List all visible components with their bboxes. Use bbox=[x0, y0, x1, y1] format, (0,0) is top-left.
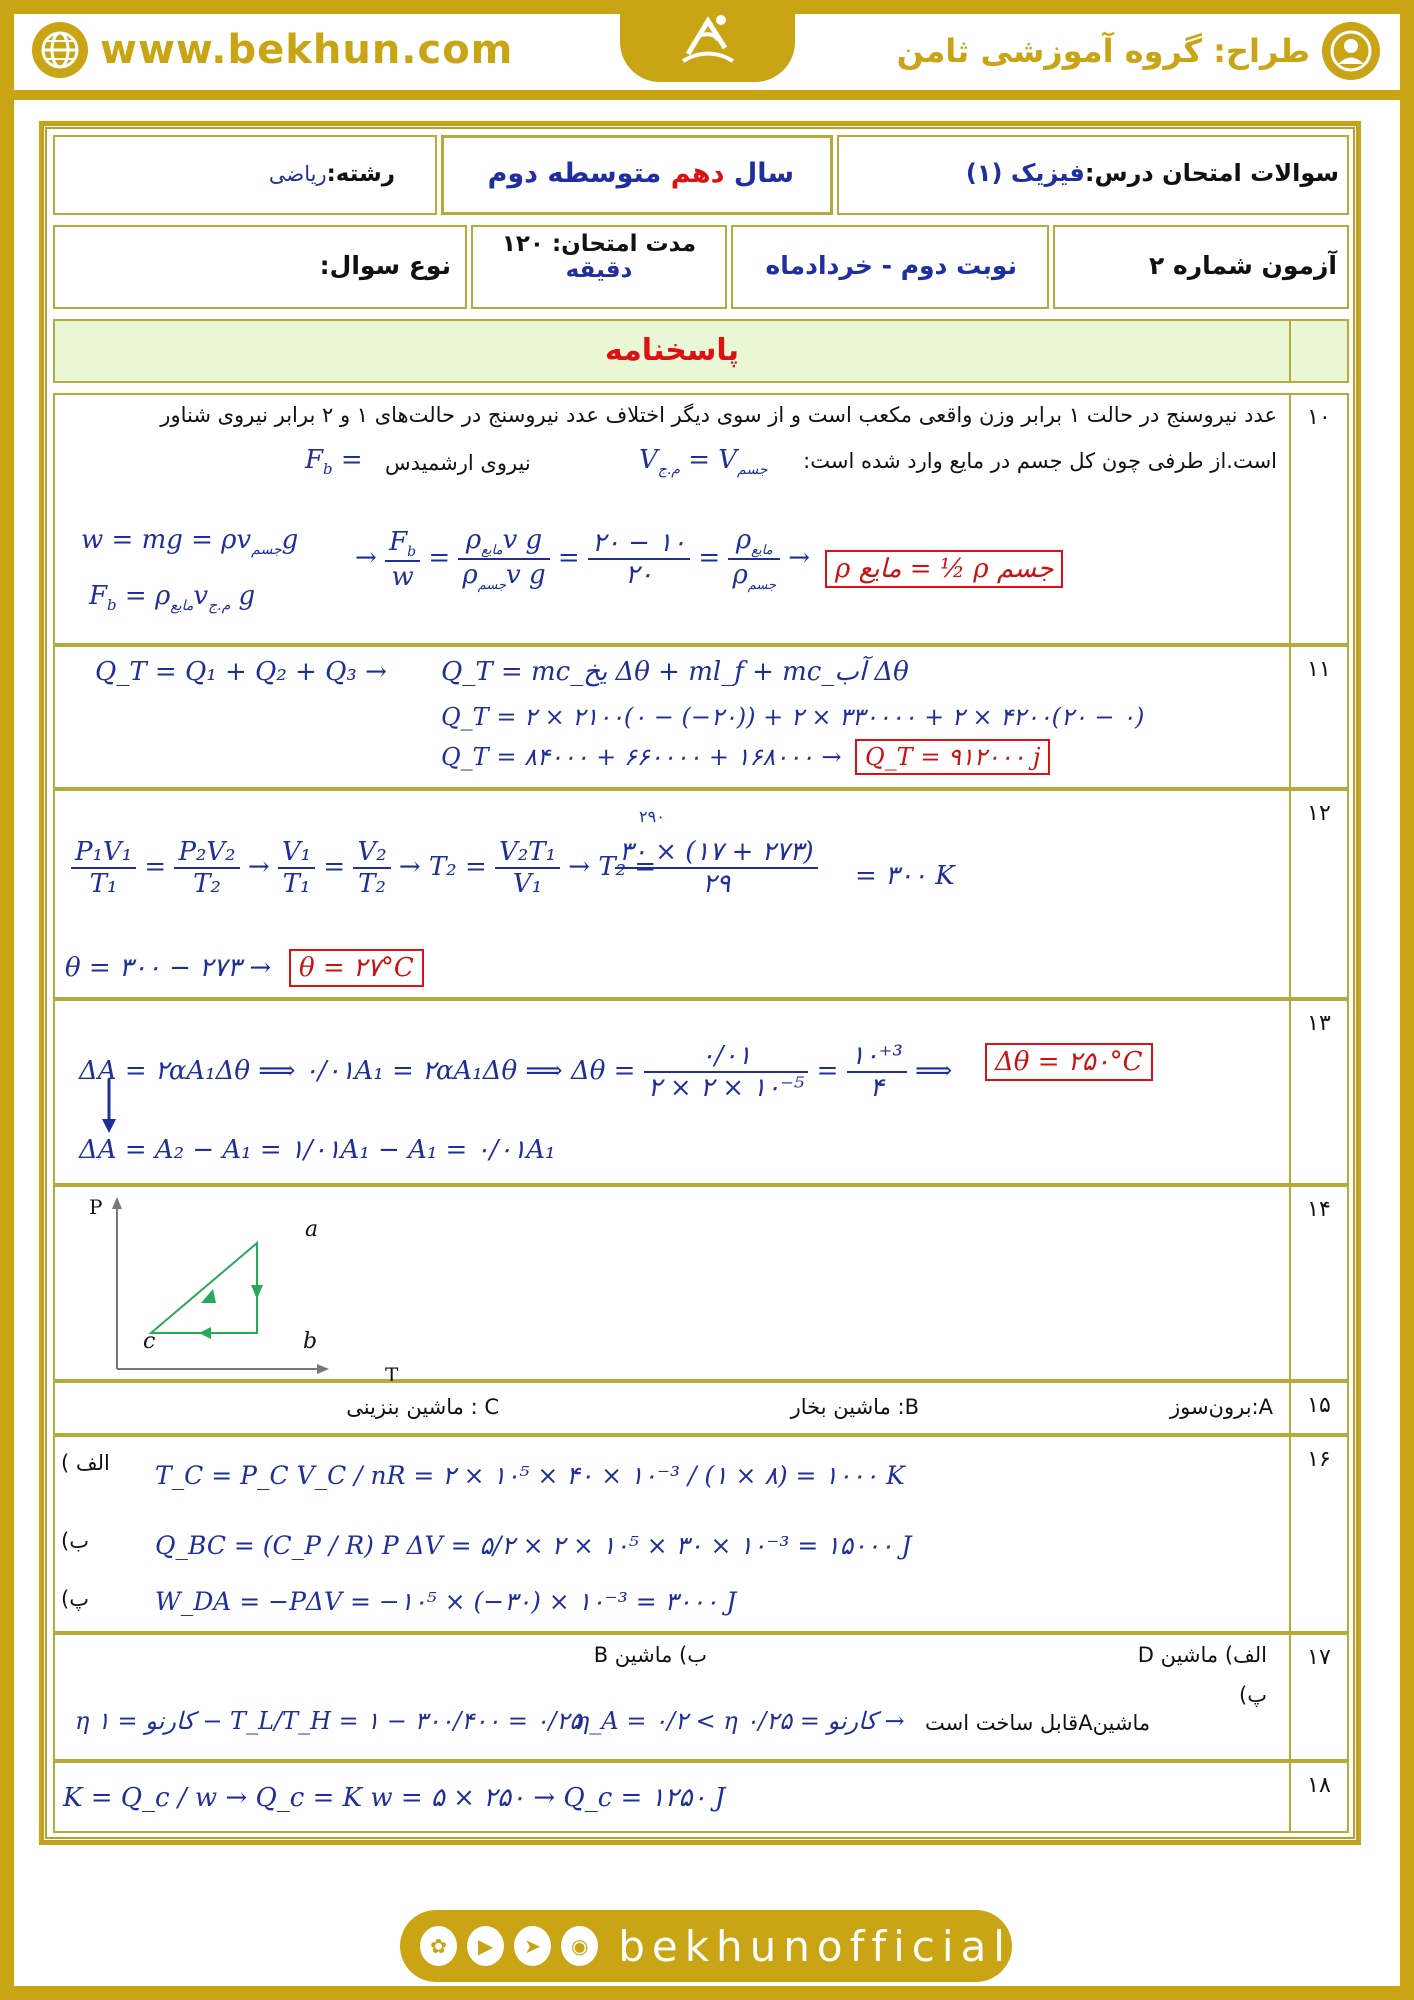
grade-pre: سال bbox=[733, 158, 794, 189]
q10-weight: w = mg = $\rho v_{جسم}g$ bbox=[81, 525, 299, 559]
point-c: c bbox=[143, 1329, 156, 1354]
title-num-cell bbox=[1289, 321, 1347, 381]
question-number: ۱۳ bbox=[1289, 1001, 1347, 1183]
q16-pe: پ) bbox=[61, 1587, 89, 1611]
term-cell bbox=[731, 225, 1049, 309]
term-value: نوبت دوم - خردادماه bbox=[765, 251, 1017, 280]
q17-pe: پ) bbox=[1239, 1683, 1267, 1707]
answer-title-bar bbox=[53, 319, 1349, 383]
brand-logo-icon bbox=[620, 0, 795, 82]
question-number: ۱۵ bbox=[1289, 1383, 1347, 1433]
q16-line-2: Q_BC = (C_P / R) P ΔV = ۵/۲ × ۲ × ۱۰⁵ × ۳۰ × ۱۰⁻³ = ۱۵۰۰۰ J bbox=[155, 1531, 912, 1560]
q13-equation: ΔA = ۲αA₁Δθ ⟹ ۰/۰۱A₁ = ۲αA₁Δθ ⟹ Δθ = $\frac{۰/۰۱}{\text{۲ × ۲ × ۱۰⁻⁵}}$ = $\frac{\text{۱۰⁺³}}{۴}$ ⟹ bbox=[79, 1041, 953, 1103]
q11-result: Q_T = ۹۱۲۰۰۰ j bbox=[855, 739, 1050, 775]
designer-credit bbox=[897, 22, 1380, 80]
q10-text-1: عدد نیروسنج در حالت ۱ برابر وزن واقعی مکعب است و از سوی دیگر اختلاف عدد نیروسنج در حالت‌های ۱ و ۲ برابر نیروی شناور bbox=[160, 403, 1277, 427]
question-11 bbox=[53, 645, 1349, 789]
social-handle[interactable]: bekhunofficial bbox=[618, 1921, 1012, 1971]
q11-sum: Q_T = Q₁ + Q₂ + Q₃ → bbox=[95, 657, 387, 687]
q16-be: ب) bbox=[61, 1529, 89, 1553]
q10-text-2: است.از طرفی چون کل جسم در مایع وارد شده است: bbox=[803, 449, 1277, 473]
point-a: a bbox=[305, 1217, 319, 1242]
question-number: ۱۴ bbox=[1289, 1187, 1347, 1379]
reels-icon[interactable]: ✿ bbox=[420, 1926, 457, 1966]
question-type: نوع سوال: bbox=[319, 251, 451, 280]
q17-carnot: η کارنو = ۱ − T_L/T_H = ۱ − ۳۰۰/۴۰۰ = ۰/۲۵ bbox=[75, 1707, 583, 1735]
q16-line-3: W_DA = −PΔV = −۱۰⁵ × (−۳۰) × ۱۰⁻³ = ۳۰۰۰ J bbox=[155, 1587, 737, 1616]
q12-theta: θ = ۳۰۰ − ۲۷۳ → bbox=[65, 953, 272, 983]
q17-compare: η_A = ۰/۲ < η کارنو = ۰/۲۵ → bbox=[575, 1707, 905, 1735]
q10-fb: $F_b$ = bbox=[305, 445, 363, 479]
subject-cell bbox=[837, 135, 1349, 215]
q15-c: C : ماشین بنزینی bbox=[346, 1395, 499, 1419]
instagram-icon[interactable]: ◉ bbox=[561, 1926, 598, 1966]
footer-social-bar bbox=[400, 1910, 1012, 1982]
q13-result: Δθ = ۲۵۰°C bbox=[985, 1043, 1153, 1081]
duration-cell bbox=[471, 225, 727, 309]
q12-fraction: $\frac{۳۰ \times (۱۷ + ۲۷۳)}{۲۹}$ bbox=[615, 837, 818, 899]
q10-ratio: → $\frac{F_b}{w}$ = $\frac{\rho_{مایع}v g}{\rho_{جسم}v g}$ = $\frac{۲۰ - ۱۰}{۲۰}$ = $\frac{\rho_{مایع}}{\rho_{جسم}}$ → bbox=[355, 525, 811, 594]
field-value: ریاضی bbox=[268, 162, 327, 186]
question-number: ۱۷ bbox=[1289, 1635, 1347, 1759]
duration-label: مدت امتحان: ۱۲۰ bbox=[501, 231, 697, 257]
question-15 bbox=[53, 1381, 1349, 1435]
answer-title: پاسخنامه bbox=[605, 333, 739, 368]
q17-alef: الف) ماشین D bbox=[1137, 1643, 1267, 1667]
question-17 bbox=[53, 1633, 1349, 1761]
question-12 bbox=[53, 789, 1349, 999]
q13-delta-a: ΔA = A₂ − A₁ = ۱/۰۱A₁ − A₁ = ۰/۰۱A₁ bbox=[79, 1135, 556, 1165]
grade-red: دهم bbox=[670, 158, 725, 189]
axis-p-label: P bbox=[89, 1195, 103, 1219]
q12-brace-value: ۲۹۰ bbox=[639, 807, 665, 826]
q12-result-k: = ۳۰۰ K bbox=[855, 861, 955, 891]
field-cell bbox=[53, 135, 437, 215]
question-18 bbox=[53, 1761, 1349, 1833]
q16-line-1: T_C = P_C V_C / nR = ۲ × ۱۰⁵ × ۴۰ × ۱۰⁻³ / (۱ × ۸) = ۱۰۰۰ K bbox=[155, 1461, 905, 1490]
duration-unit: دقیقه bbox=[565, 257, 633, 283]
qtype-cell bbox=[53, 225, 467, 309]
question-14 bbox=[53, 1185, 1349, 1387]
q10-buoyant: $F_b = \rho_{مایع}v_{م.ج}$ g bbox=[89, 581, 256, 615]
user-icon bbox=[1322, 22, 1380, 80]
q10-archimedes: نیروی ارشمیدس bbox=[385, 451, 531, 475]
youtube-icon[interactable]: ▶ bbox=[467, 1926, 504, 1966]
down-arrow-icon bbox=[99, 1079, 119, 1135]
website-url[interactable]: www.bekhun.com bbox=[100, 27, 514, 73]
path-arrow-icon bbox=[199, 1327, 211, 1339]
field-label: رشته: bbox=[326, 161, 395, 187]
q17-be: ب) ماشین B bbox=[593, 1643, 707, 1667]
q15-b: B: ماشین بخار bbox=[790, 1395, 919, 1419]
q17-conclusion: ماشینAقابل ساخت است bbox=[925, 1711, 1151, 1735]
subject-label: سوالات امتحان درس: bbox=[1084, 159, 1339, 187]
question-number: ۱۶ bbox=[1289, 1437, 1347, 1631]
subject-value: فیزیک (۱) bbox=[965, 159, 1085, 187]
q12-gas-law: $\frac{\text{P₁V₁}}{\text{T₁}}$ = $\frac{\text{P₂V₂}}{\text{T₂}}$ → $\frac{\text{V₁}}{\text{T₁}}$ = $\frac{\text{V₂}}{\text{T₂}}$ → T₂ = $\frac{\text{V₂T₁}}{\text{V₁}}$ → T₂ = bbox=[71, 837, 656, 899]
question-13 bbox=[53, 999, 1349, 1185]
question-number: ۱۱ bbox=[1289, 647, 1347, 787]
pv-diagram bbox=[81, 1193, 381, 1379]
grade-post: متوسطه دوم bbox=[487, 158, 662, 189]
q11-substitution: Q_T = ۲ × ۲۱۰۰(۰ − (−۲۰)) + ۲ × ۳۳۰۰۰۰ + ۲ × ۴۲۰۰(۲۰ − ۰) bbox=[441, 703, 1145, 731]
question-number: ۱۲ bbox=[1289, 791, 1347, 997]
path-arrow-icon bbox=[201, 1289, 216, 1303]
question-number: ۱۰ bbox=[1289, 395, 1347, 643]
test-cell bbox=[1053, 225, 1349, 309]
designer-text: طراح: گروه آموزشی ثامن bbox=[896, 32, 1310, 70]
q11-values: Q_T = ۸۴۰۰۰ + ۶۶۰۰۰۰ + ۱۶۸۰۰۰ → bbox=[441, 743, 842, 771]
website[interactable] bbox=[32, 22, 513, 78]
question-number: ۱۸ bbox=[1289, 1763, 1347, 1831]
q15-a: A:برون‌سوز bbox=[1169, 1395, 1273, 1419]
telegram-icon[interactable]: ➤ bbox=[514, 1926, 551, 1966]
q18-equation: K = Q_c / w → Q_c = K w = ۵ × ۲۵۰ → Q_c = ۱۲۵۰ J bbox=[63, 1783, 726, 1813]
q12-result: θ = ۲۷°C bbox=[289, 949, 424, 987]
globe-icon bbox=[32, 22, 88, 78]
question-10 bbox=[53, 393, 1349, 645]
grade-cell bbox=[441, 135, 833, 215]
axis-t-label: T bbox=[385, 1363, 399, 1387]
q16-alef: الف ) bbox=[61, 1451, 110, 1475]
answer-sheet bbox=[42, 124, 1358, 1842]
question-16 bbox=[53, 1435, 1349, 1633]
q10-volume-eq: $V_{م.ج} = V_{جسم}$ bbox=[639, 445, 768, 479]
path-arrow-icon bbox=[251, 1285, 263, 1299]
point-b: b bbox=[303, 1329, 318, 1354]
q11-formula: Q_T = mc_یخ Δθ + ml_f + mc_آب Δθ bbox=[441, 657, 909, 687]
q10-result: ρ مایع = ½ ρ جسم bbox=[825, 550, 1063, 588]
test-number: آزمون شماره ۲ bbox=[1148, 251, 1337, 280]
